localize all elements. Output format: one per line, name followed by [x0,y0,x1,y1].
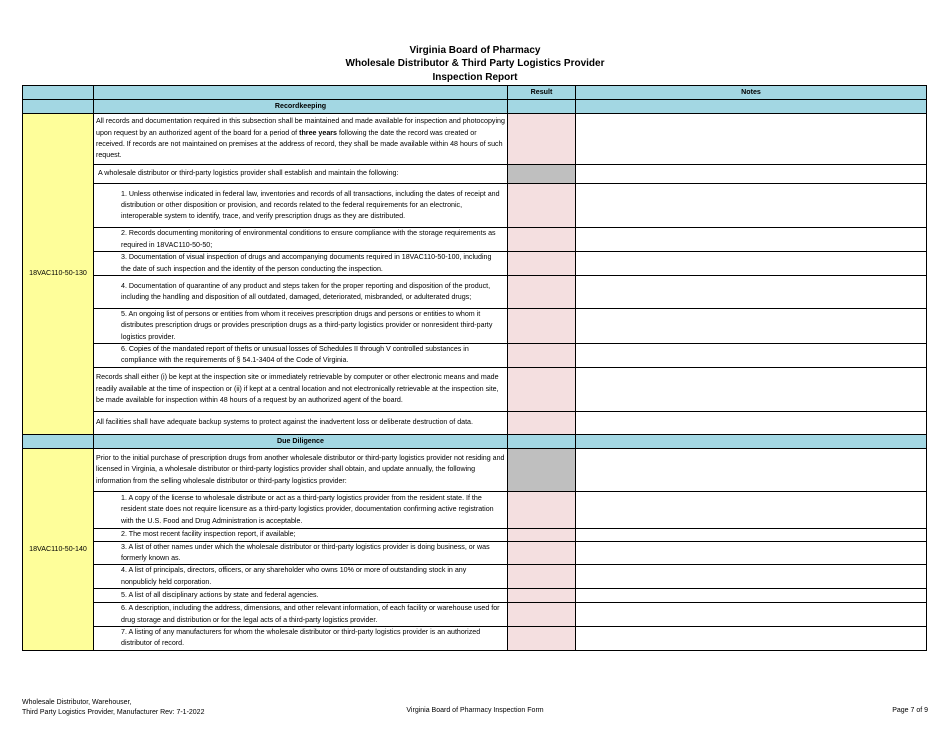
result-cell[interactable] [508,367,576,411]
notes-cell[interactable] [576,528,927,541]
table-row [23,528,927,541]
section-header-row [23,100,927,114]
section-header-blank [508,434,576,448]
table-row [23,252,927,276]
requirement-text: 5. A list of all disciplinary actions by state and federal agencies. [94,589,508,603]
result-cell[interactable] [508,411,576,434]
table-row [23,165,927,184]
result-cell[interactable] [508,589,576,603]
requirement-text: 3. A list of other names under which the wholesale distributor or third-party logistics provider is doing business, or was formerly known as. [94,541,508,565]
result-cell[interactable] [508,565,576,589]
result-cell[interactable] [508,627,576,651]
result-cell[interactable] [508,528,576,541]
notes-cell[interactable] [576,367,927,411]
notes-cell[interactable] [576,165,927,184]
table-row [23,309,927,344]
requirement-text: 6. Copies of the mandated report of thefts or unusual losses of Schedules II through V controlled substances in compliance with the requirements of § 54.1-3404 of the Code of Virginia. [94,343,508,367]
notes-cell[interactable] [576,627,927,651]
table-row [23,541,927,565]
report-title-line-2: Wholesale Distributor & Third Party Logistics Provider [345,58,605,69]
notes-cell[interactable] [576,114,927,165]
requirement-text: 1. Unless otherwise indicated in federal law, inventories and records of all transactions, including the dates of receipt and distribution or other disposition or provision, and records related to the federal requirements for an electronic, interoperable system to identify, trace, and verify prescription drugs as they are distributed. [94,184,508,228]
result-cell[interactable] [508,184,576,228]
table-row [23,276,927,309]
notes-cell[interactable] [576,252,927,276]
requirement-text: 7. A listing of any manufacturers for whom the wholesale distributor or third-party logistics provider is an authorized distributor of record. [94,627,508,651]
section-header-blank [508,100,576,114]
table-row [23,411,927,434]
footer-center-text: Virginia Board of Pharmacy Inspection Form [406,707,544,714]
section-header-blank [576,100,927,114]
requirement-text: 3. Documentation of visual inspection of drugs and accompanying documents required in 18VAC110-50-100, including the date of such inspection and the identity of the person conducting the inspection. [94,252,508,276]
header-blank-text [94,86,508,100]
report-title-line-1: Virginia Board of Pharmacy [409,45,541,56]
result-cell-not-applicable [508,165,576,184]
table-row [23,343,927,367]
result-cell[interactable] [508,114,576,165]
requirement-text: 6. A description, including the address, dimensions, and other relevant information, of each facility or warehouse used for drug storage and distribution or for the legal acts of a third-party logistics provider. [94,603,508,627]
table-row [23,589,927,603]
result-cell[interactable] [508,276,576,309]
notes-cell[interactable] [576,276,927,309]
table-row [23,565,927,589]
report-title-line-3: Inspection Report [432,72,518,83]
result-cell[interactable] [508,309,576,344]
section-title-recordkeeping: Recordkeeping [94,100,508,114]
table-row [23,448,927,491]
footer-page-number: Page 7 of 9 [892,707,928,714]
result-column-header: Result [508,86,576,100]
table-row [23,114,927,165]
footer-left-line-2: Third Party Logistics Provider, Manufacturer Rev: 7-1-2022 [22,709,205,716]
result-cell[interactable] [508,252,576,276]
regulation-code: 18VAC110-50-130 [23,114,94,435]
table-row [23,228,927,252]
table-row [23,367,927,411]
result-cell[interactable] [508,228,576,252]
notes-cell[interactable] [576,589,927,603]
section-title-due-diligence: Due Diligence [94,434,508,448]
result-cell[interactable] [508,603,576,627]
notes-cell[interactable] [576,448,927,491]
table-row [23,491,927,528]
requirement-text: Prior to the initial purchase of prescription drugs from another wholesale distributor or third-party logistics provider not residing and licensed in Virginia, a wholesale distributor or third-party logistics provider shall obtain, and update annually, the following information from the selling wholesale distributor or third-party logistics provider: [94,448,508,491]
requirement-text: All facilities shall have adequate backup systems to protect against the inadvertent loss or deliberate destruction of data. [94,411,508,434]
notes-cell[interactable] [576,228,927,252]
section-header-row [23,434,927,448]
section-header-blank [23,434,94,448]
requirement-text: 2. The most recent facility inspection report, if available; [94,528,508,541]
column-header-row [23,86,927,100]
header-blank-regulation [23,86,94,100]
notes-cell[interactable] [576,565,927,589]
footer-left-line-1: Wholesale Distributor, Warehouser, [22,699,132,706]
result-cell-not-applicable [508,448,576,491]
notes-column-header: Notes [576,86,927,100]
table-row [23,603,927,627]
requirement-text: 4. Documentation of quarantine of any product and steps taken for the proper reporting and disposition of the product, including the handling and disposition of all outdated, damaged, deteriorated, misbranded, or adulterated drugs; [94,276,508,309]
table-row [23,627,927,651]
result-cell[interactable] [508,541,576,565]
notes-cell[interactable] [576,184,927,228]
notes-cell[interactable] [576,343,927,367]
notes-cell[interactable] [576,541,927,565]
section-header-blank [576,434,927,448]
notes-cell[interactable] [576,491,927,528]
requirement-text: 5. An ongoing list of persons or entities from whom it receives prescription drugs and persons or entities to whom it distributes prescription drugs or provides prescription drugs as a third-party logistics provider or nonresident third-party logistics provider. [94,309,508,344]
requirement-text: 1. A copy of the license to wholesale distribute or act as a third-party logistics provider from the resident state. If the resident state does not require licensure as a third-party logistics provider, documentation confirming active registration with the U.S. Food and Drug Administration is acceptable. [94,491,508,528]
regulation-code: 18VAC110-50-140 [23,448,94,650]
requirement-text: 4. A list of principals, directors, officers, or any shareholder who owns 10% or more of outstanding stock in any nonpublicly held corporation. [94,565,508,589]
requirement-text: A wholesale distributor or third-party logistics provider shall establish and maintain the following: [94,165,508,184]
result-cell[interactable] [508,343,576,367]
notes-cell[interactable] [576,309,927,344]
result-cell[interactable] [508,491,576,528]
section-header-blank [23,100,94,114]
inspection-table [22,85,927,651]
requirement-text: 2. Records documenting monitoring of environmental conditions to ensure compliance with the storage requirements as required in 18VAC110-50-50; [94,228,508,252]
requirement-text: Records shall either (i) be kept at the inspection site or immediately retrievable by computer or other electronic means and made readily available at the time of inspection or (ii) if kept at a central location and not electronically retrievable at the inspection site, be made available for inspection within 48 hours of a request by an authorized agent of the board. [94,367,508,411]
notes-cell[interactable] [576,411,927,434]
table-row [23,184,927,228]
notes-cell[interactable] [576,603,927,627]
requirement-text: All records and documentation required in this subsection shall be maintained and made available for inspection and photocopying upon request by an authorized agent of the board for a period of three years following the date the record was created or received. If records are not maintained on premises at the address of record, they shall be made available within 48 hours of such request. [94,114,508,165]
